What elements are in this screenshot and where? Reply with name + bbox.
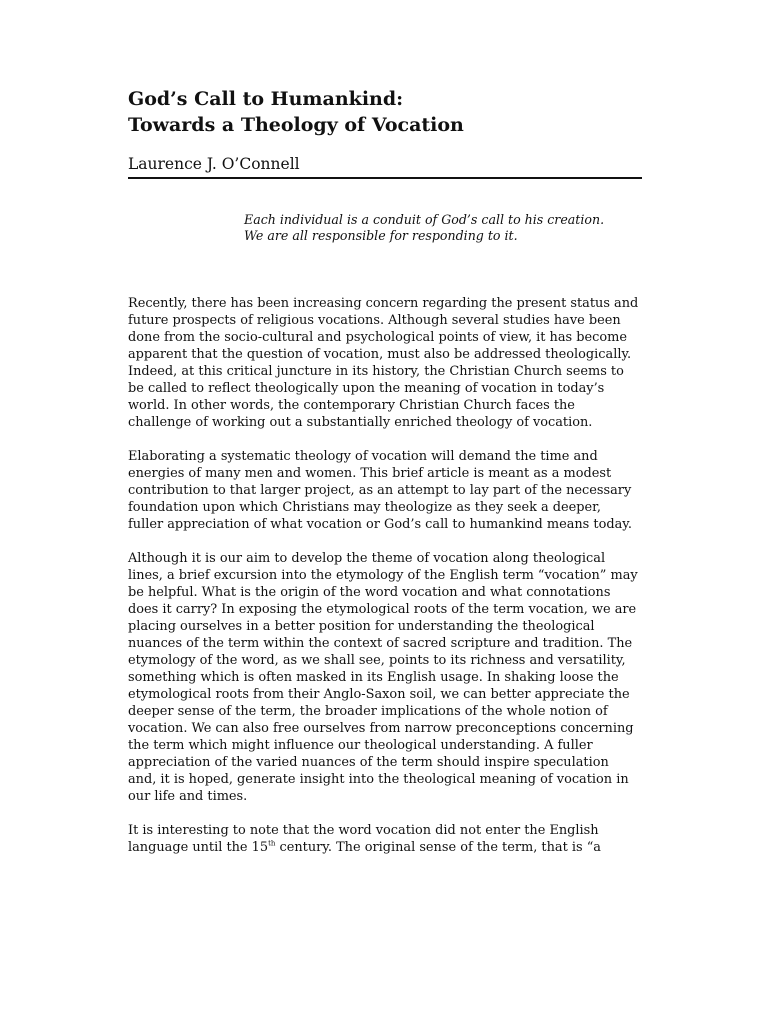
paragraph-line: contribution to that larger project, as an attempt to lay part of the necessary xyxy=(128,483,632,498)
epigraph xyxy=(244,212,644,244)
title-divider xyxy=(128,177,642,179)
paragraph-line: etymological roots from their Anglo-Saxon soil, we can better appreciate the xyxy=(128,687,630,702)
ordinal-suffix: th xyxy=(268,839,276,848)
epigraph-line-1: Each individual is a conduit of God’s call to his creation. xyxy=(244,212,605,227)
paragraph-line: the term which might influence our theological understanding. A fuller xyxy=(128,738,593,753)
paragraph-line: something which is often masked in its English usage. In shaking loose the xyxy=(128,670,619,685)
paragraph-line: future prospects of religious vocations. Although several studies have been xyxy=(128,313,621,328)
paragraph-line-text: language until the 15 xyxy=(128,840,269,855)
paragraph-line: It is interesting to note that the word vocation did not enter the English xyxy=(128,823,599,838)
paragraph-line: Elaborating a systematic theology of vocation will demand the time and xyxy=(128,449,598,464)
paragraph-line: foundation upon which Christians may theologize as they seek a deeper, xyxy=(128,500,602,515)
paragraph-line: does it carry? In exposing the etymological roots of the term vocation, we are xyxy=(128,602,637,617)
body-paragraph-3 xyxy=(128,550,648,805)
paragraph-line: appreciation of the varied nuances of the term should inspire speculation xyxy=(128,755,609,770)
paragraph-line: be called to reflect theologically upon the meaning of vocation in today’s xyxy=(128,381,605,396)
paragraph-line-text: century. The original sense of the term, that is “a xyxy=(275,840,601,855)
paragraph-line: deeper sense of the term, the broader implications of the whole notion of xyxy=(128,704,608,719)
article-title xyxy=(128,86,648,138)
paragraph-line xyxy=(128,839,648,856)
epigraph-line-2: We are all responsible for responding to it. xyxy=(244,228,518,243)
paragraph-line: Indeed, at this critical juncture in its history, the Christian Church seems to xyxy=(128,364,624,379)
paragraph-line: apparent that the question of vocation, must also be addressed theologically. xyxy=(128,347,632,362)
paragraph-line: fuller appreciation of what vocation or God’s call to humankind means today. xyxy=(128,517,632,532)
paragraph-line: placing ourselves in a better position for understanding the theological xyxy=(128,619,595,634)
paragraph-line: nuances of the term within the context of sacred scripture and tradition. The xyxy=(128,636,633,651)
article-title-line-1: God’s Call to Humankind: xyxy=(128,88,404,110)
paragraph-line: our life and times. xyxy=(128,789,248,804)
article-body xyxy=(128,295,648,873)
body-paragraphs xyxy=(128,295,648,805)
body-paragraph-1 xyxy=(128,295,648,431)
article-title-line-2: Towards a Theology of Vocation xyxy=(128,114,464,136)
paragraph-line: and, it is hoped, generate insight into the theological meaning of vocation in xyxy=(128,772,629,787)
body-paragraph-2 xyxy=(128,448,648,533)
paragraph-line: be helpful. What is the origin of the word vocation and what connotations xyxy=(128,585,611,600)
paragraph-line: vocation. We can also free ourselves from narrow preconceptions concerning xyxy=(128,721,634,736)
body-paragraph-4 xyxy=(128,822,648,856)
paragraph-line: done from the socio-cultural and psychological points of view, it has become xyxy=(128,330,627,345)
paragraph-line: world. In other words, the contemporary Christian Church faces the xyxy=(128,398,575,413)
paragraph-line: Although it is our aim to develop the theme of vocation along theological xyxy=(128,551,606,566)
paragraph-line: lines, a brief excursion into the etymology of the English term “vocation” may xyxy=(128,568,638,583)
paragraph-line: energies of many men and women. This brief article is meant as a modest xyxy=(128,466,612,481)
author-name: Laurence J. O’Connell xyxy=(128,155,300,173)
paragraph-line: Recently, there has been increasing concern regarding the present status and xyxy=(128,296,639,311)
paragraph-line: etymology of the word, as we shall see, points to its richness and versatility, xyxy=(128,653,626,668)
paragraph-line: challenge of working out a substantially enriched theology of vocation. xyxy=(128,415,593,430)
